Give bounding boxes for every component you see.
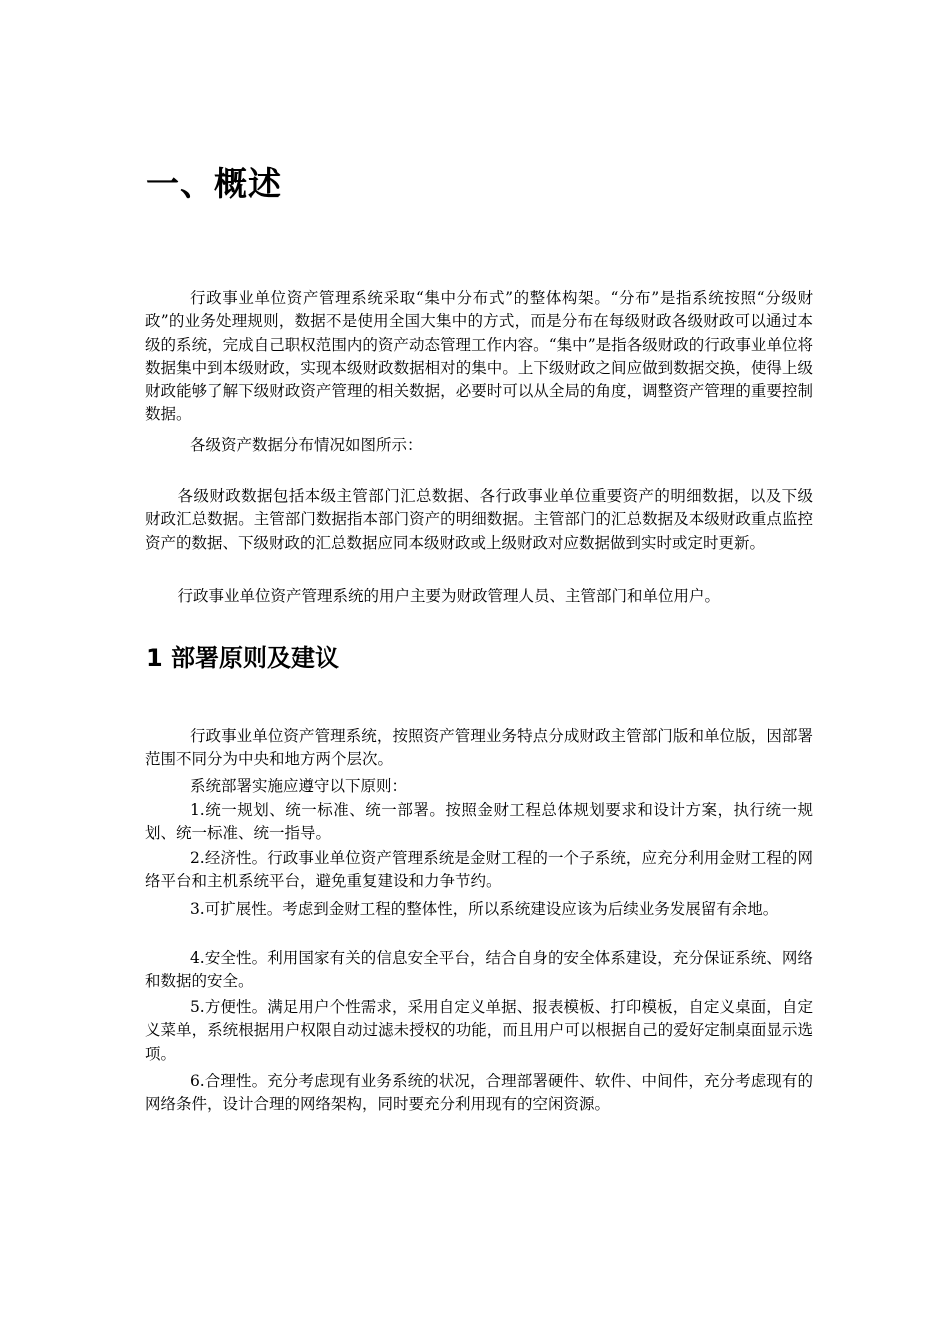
overview-paragraph-2: 各级资产数据分布情况如图所示：: [189, 436, 423, 454]
section-heading-deployment: 1 部署原则及建议: [146, 644, 340, 672]
principle-item-6: 6.合理性。充分考虑现有业务系统的状况，合理部署硬件、软件、中间件，充分考虑现有的网络条件，设计合理的网络架构，同时要充分利用现有的空闲资源。: [145, 1072, 813, 1114]
deployment-paragraph-1: 行政事业单位资产管理系统，按照资产管理业务特点分成财政主管部门版和单位版，因部署范围不同分为中央和地方两个层次。: [145, 727, 813, 769]
principle-item-1: 1.统一规划、统一标准、统一部署。按照金财工程总体规划要求和设计方案，执行统一规划、统一标准、统一指导。: [145, 801, 813, 843]
overview-paragraph-1: 行政事业单位资产管理系统采取“集中分布式”的整体构架。“分布”是指系统按照“分级财政”的业务处理规则，数据不是使用全国大集中的方式，而是分布在每级财政各级财政可以通过本级的系统，完成自己职权范围内的资产动态管理工作内容。“集中”是指各级财政的行政事业单位将数据集中到本级财政，实现本级财政数据相对的集中。上下级财政之间应做到数据交换，使得上级财政能够了解下级财政资产管理的相关数据，必要时可以从全局的角度，调整资产管理的重要控制数据。: [145, 289, 813, 424]
deployment-paragraph-2: 系统部署实施应遵守以下原则：: [189, 777, 407, 795]
principle-item-3: 3.可扩展性。考虑到金财工程的整体性，所以系统建设应该为后续业务发展留有余地。: [189, 900, 779, 918]
overview-paragraph-4: 行政事业单位资产管理系统的用户主要为财政管理人员、主管部门和单位用户。: [177, 587, 721, 605]
section-heading-overview: 一、概述: [146, 164, 282, 203]
principle-item-4: 4.安全性。利用国家有关的信息安全平台，结合自身的安全体系建设，充分保证系统、网络和数据的安全。: [145, 949, 813, 991]
principle-item-2: 2.经济性。行政事业单位资产管理系统是金财工程的一个子系统，应充分利用金财工程的网络平台和主机系统平台，避免重复建设和力争节约。: [145, 849, 813, 891]
principle-item-5: 5.方便性。满足用户个性需求，采用自定义单据、报表模板、打印模板，自定义桌面，自定义菜单，系统根据用户权限自动过滤未授权的功能，而且用户可以根据自己的爱好定制桌面显示选项。: [145, 998, 813, 1063]
overview-paragraph-3: 各级财政数据包括本级主管部门汇总数据、各行政事业单位重要资产的明细数据，以及下级财政汇总数据。主管部门数据指本部门资产的明细数据。主管部门的汇总数据及本级财政重点监控资产的数据、下级财政的汇总数据应同本级财政或上级财政对应数据做到实时或定时更新。: [145, 487, 813, 552]
